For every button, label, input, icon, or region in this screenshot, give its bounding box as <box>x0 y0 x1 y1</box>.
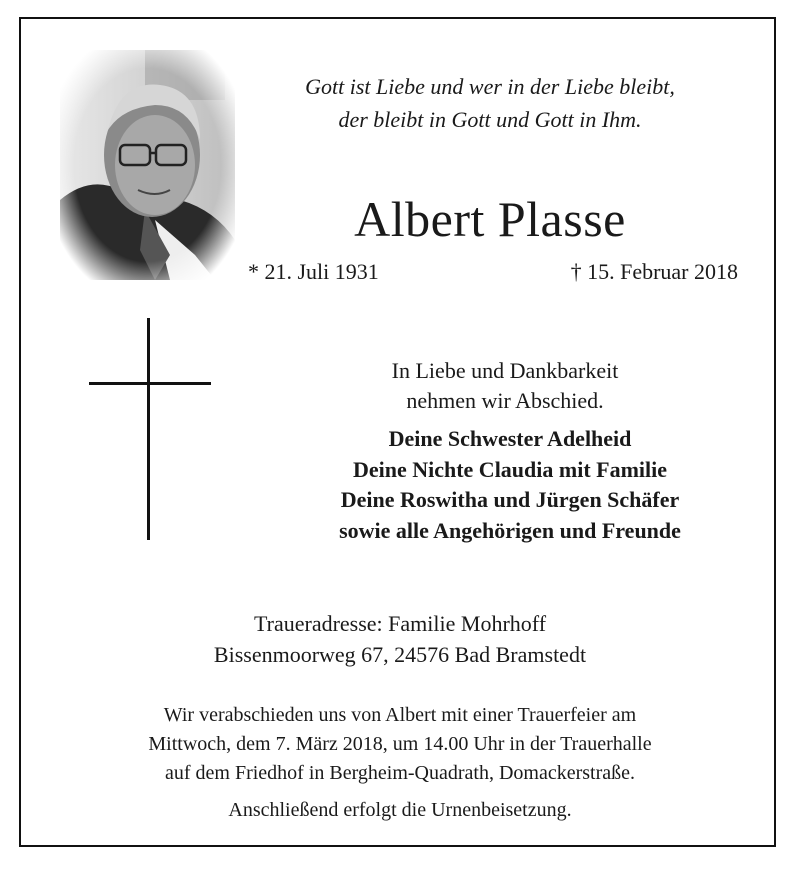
farewell-line: nehmen wir Abschied. <box>406 388 604 413</box>
service-line: auf dem Friedhof in Bergheim-Quadrath, Domackerstraße. <box>164 762 636 784</box>
verse-line: Gott ist Liebe und wer in der Liebe bleibt, <box>305 74 675 99</box>
verse-line: der bleibt in Gott und Gott in Ihm. <box>338 107 642 132</box>
mourner-line: Deine Nichte Claudia mit Familie <box>352 456 668 482</box>
mourner-line: Deine Roswitha und Jürgen Schäfer <box>340 487 680 512</box>
death-date: † 15. Februar 2018 <box>570 259 738 284</box>
cross-icon <box>89 318 211 540</box>
burial-note: Anschließend erfolgt die Urnenbeisetzung. <box>228 799 572 821</box>
mourner-line: sowie alle Angehörigen und Freunde <box>339 517 681 543</box>
deceased-name: Albert Plasse <box>354 191 626 247</box>
portrait-photo <box>60 50 235 280</box>
service-info <box>0 701 800 788</box>
service-line: Mittwoch, dem 7. März 2018, um 14.00 Uhr in der Trauerhalle <box>148 733 652 755</box>
mourner-line: Deine Schwester Adelheid <box>388 426 632 451</box>
farewell-text <box>285 356 725 416</box>
service-line: Wir verabschieden uns von Albert mit einer Trauerfeier am <box>163 704 637 726</box>
verse <box>245 70 735 136</box>
farewell-line: In Liebe und Dankbarkeit <box>391 358 619 383</box>
mourning-address <box>0 609 800 670</box>
mourners-list <box>265 424 755 546</box>
birth-date: * 21. Juli 1931 <box>248 259 379 284</box>
address-line: Bissenmoorweg 67, 24576 Bad Bramstedt <box>213 641 587 667</box>
address-line: Traueradresse: Familie Mohrhoff <box>253 611 547 636</box>
